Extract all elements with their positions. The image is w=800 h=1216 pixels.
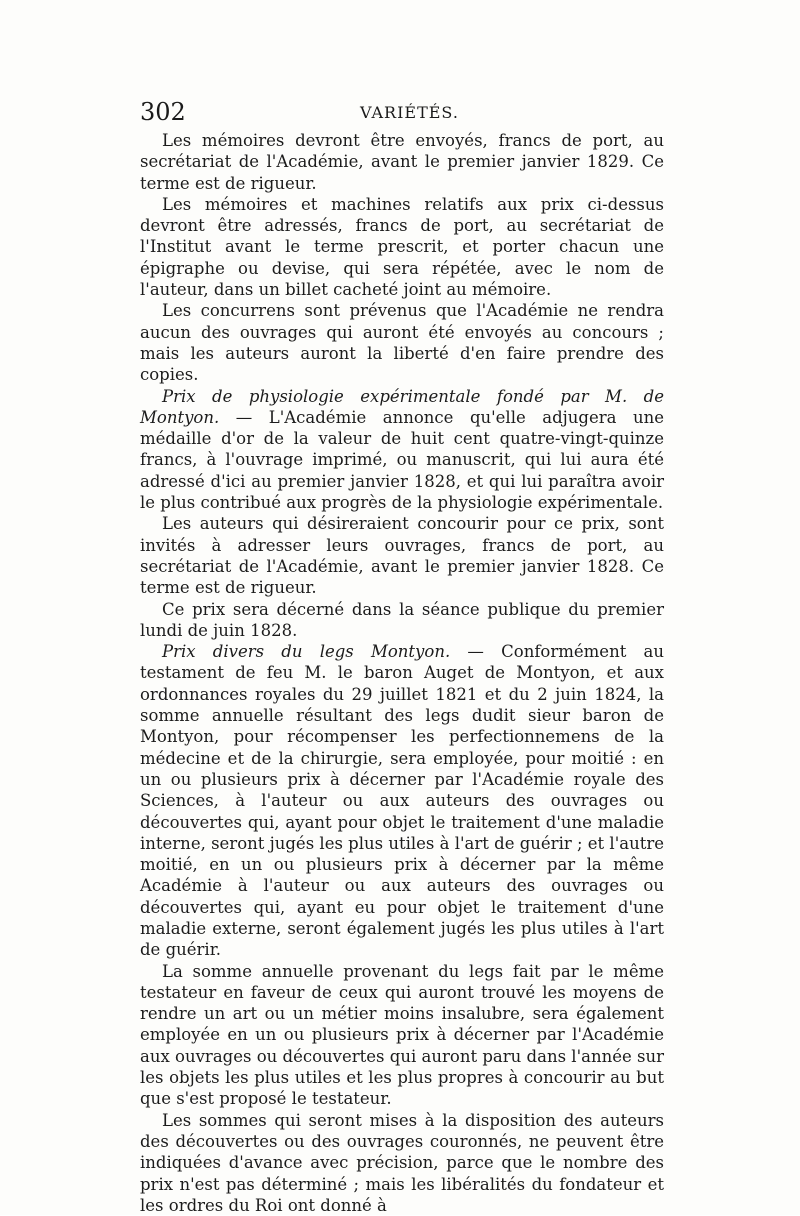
paragraph xyxy=(140,961,664,1110)
paragraph-text: — Conformément au testament de feu M. le baron Auget de Montyon, et aux ordonnances royales du 29 juillet 1821 et du 2 juin 1824, la somme annuelle résultant des legs dudit sieur baron de Montyon, pour récompenser les perfectionnemens de la médecine et de la chirurgie, sera employée, pour moitié : en un ou plusieurs prix à décerner par l'Académie royale des Sciences, à l'auteur ou aux auteurs des ouvrages ou découvertes qui, ayant pour objet le traitement d'une maladie interne, seront jugés les plus utiles à l'art de guérir ; et l'autre moitié, en un ou plusieurs prix à décerner par la même Académie à l'auteur ou aux auteurs des ouvrages ou découvertes qui, ayant eu pour objet le traitement d'une maladie externe, seront également jugés les plus utiles à l'art de guérir. xyxy=(140,642,665,960)
page-number: 302 xyxy=(140,98,186,126)
paragraph-lead: Prix divers du legs Montyon. xyxy=(162,642,451,662)
paragraph xyxy=(140,130,664,194)
page-header xyxy=(140,97,664,127)
paragraph-text: Les sommes qui seront mises à la disposition des auteurs des découvertes ou des ouvrages couronnés, ne peuvent être indiquées d'avance avec précision, parce que le nombre des prix n'est pas déterminé ; mais les libéralités du fondateur et les ordres du Roi ont donné à xyxy=(140,1110,664,1215)
paragraph xyxy=(140,641,664,960)
paragraph xyxy=(140,386,664,514)
paragraph-text: Les mémoires et machines relatifs aux prix ci-dessus devront être adressés, francs de port, au secrétariat de l'Institut avant le terme prescrit, et porter chacun une épigraphe ou devise, qui sera répétée, avec le nom de l'auteur, dans un billet cacheté joint au mémoire. xyxy=(140,194,664,300)
body-text xyxy=(140,130,664,1216)
paragraph-text: Les concurrens sont prévenus que l'Académie ne rendra aucun des ouvrages qui auront été envoyés au concours ; mais les auteurs auront la liberté d'en faire prendre des copies. xyxy=(140,301,664,385)
paragraph xyxy=(140,599,664,642)
paragraph-lead: Prix de physiologie expérimentale fondé par M. de Montyon. xyxy=(140,386,664,427)
paragraph-text: Les auteurs qui désireraient concourir pour ce prix, sont invités à adresser leurs ouvrages, francs de port, au secrétariat de l'Académie, avant le premier janvier 1828. Ce terme est de rigueur. xyxy=(140,514,664,598)
paragraph-text: La somme annuelle provenant du legs fait par le même testateur en faveur de ceux qui auront trouvé les moyens de rendre un art ou un métier moins insalubre, sera également employée en un ou plusieurs prix à décerner par l'Académie aux ouvrages ou découvertes qui auront paru dans l'année sur les objets les plus utiles et les plus propres à concourir au but que s'est proposé le testateur. xyxy=(140,961,664,1109)
paragraph-text: — L'Académie annonce qu'elle adjugera une médaille d'or de la valeur de huit cent quatre-vingt-quinze francs, à l'ouvrage imprimé, ou manuscrit, qui lui aura été adressé d'ici au premier janvier 1828, et qui lui paraîtra avoir le plus contribué aux progrès de la physiologie expérimentale. xyxy=(140,407,664,513)
running-head: VARIÉTÉS. xyxy=(360,103,459,122)
paragraph xyxy=(140,300,664,385)
paragraph xyxy=(140,1110,664,1216)
paragraph xyxy=(140,194,664,300)
paragraph-text: Ce prix sera décerné dans la séance publique du premier lundi de juin 1828. xyxy=(140,599,664,640)
paragraph-text: Les mémoires devront être envoyés, francs de port, au secrétariat de l'Académie, avant le premier janvier 1829. Ce terme est de rigueur. xyxy=(140,131,664,193)
paragraph xyxy=(140,513,664,598)
